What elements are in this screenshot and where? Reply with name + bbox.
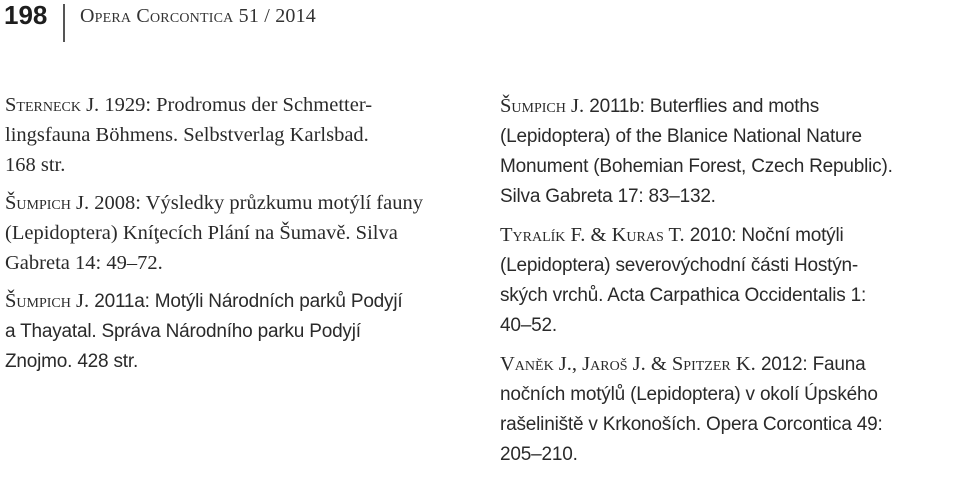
reference-text: lingsfauna Böhmens. Selbstverlag Karlsbad.	[5, 124, 369, 146]
reference-entry	[500, 91, 955, 212]
reference-text: ských vrchů. Acta Carpathica Occidentalis 1:	[500, 285, 867, 306]
reference-text: 2010: Noční motýli	[689, 225, 844, 246]
reference-text: 1929: Prodromus der Schmetter-	[104, 94, 373, 116]
reference-text: Gabreta 14: 49–72.	[5, 252, 163, 274]
reference-entry	[5, 188, 455, 278]
reference-text: a Thayatal. Správa Národního parku Podyjí	[5, 321, 361, 342]
reference-text: nočních motýlů (Lepidoptera) v okolí Úpského	[500, 384, 878, 405]
reference-entry	[500, 220, 955, 341]
reference-text: 2011b: Buterflies and moths	[589, 96, 819, 117]
reference-author: Tyralík F. & Kuras T.	[500, 224, 685, 246]
reference-text: (Lepidoptera) Kníţecích Plání na Šumavě. Silva	[5, 222, 398, 244]
reference-text: (Lepidoptera) severovýchodní části Hostýn-	[500, 255, 859, 276]
reference-author: Šumpich J.	[500, 95, 585, 117]
reference-text: Silva Gabreta 17: 83–132.	[500, 186, 716, 207]
reference-entry	[5, 90, 455, 180]
page-number: 198	[4, 0, 48, 30]
reference-text: 2012: Fauna	[760, 354, 866, 375]
reference-author: Šumpich J.	[5, 192, 90, 214]
reference-text: 168 str.	[5, 154, 66, 176]
reference-author: Šumpich J.	[5, 290, 90, 312]
reference-author: Sterneck J.	[5, 94, 100, 116]
reference-entry	[5, 286, 455, 377]
references-left-column	[5, 90, 455, 385]
reference-text: 2011a: Motýli Národních parků Podyjí	[94, 291, 403, 312]
reference-entry	[500, 349, 955, 470]
journal-running-title: Opera Corcontica 51 / 2014	[80, 5, 316, 27]
reference-text: 205–210.	[500, 444, 578, 465]
header-divider	[63, 4, 65, 42]
reference-text: rašeliniště v Krkonoších. Opera Corcontica 49:	[500, 414, 883, 435]
reference-text: (Lepidoptera) of the Blanice National Nature	[500, 126, 862, 147]
reference-text: 2008: Výsledky průzkumu motýlí fauny	[94, 192, 423, 214]
reference-text: Znojmo. 428 str.	[5, 351, 139, 372]
reference-text: 40–52.	[500, 315, 557, 336]
page-header	[0, 0, 960, 44]
reference-author: Vaněk J., Jaroš J. & Spitzer K.	[500, 353, 756, 375]
reference-text: Monument (Bohemian Forest, Czech Republic).	[500, 156, 893, 177]
references-right-column	[500, 91, 955, 478]
